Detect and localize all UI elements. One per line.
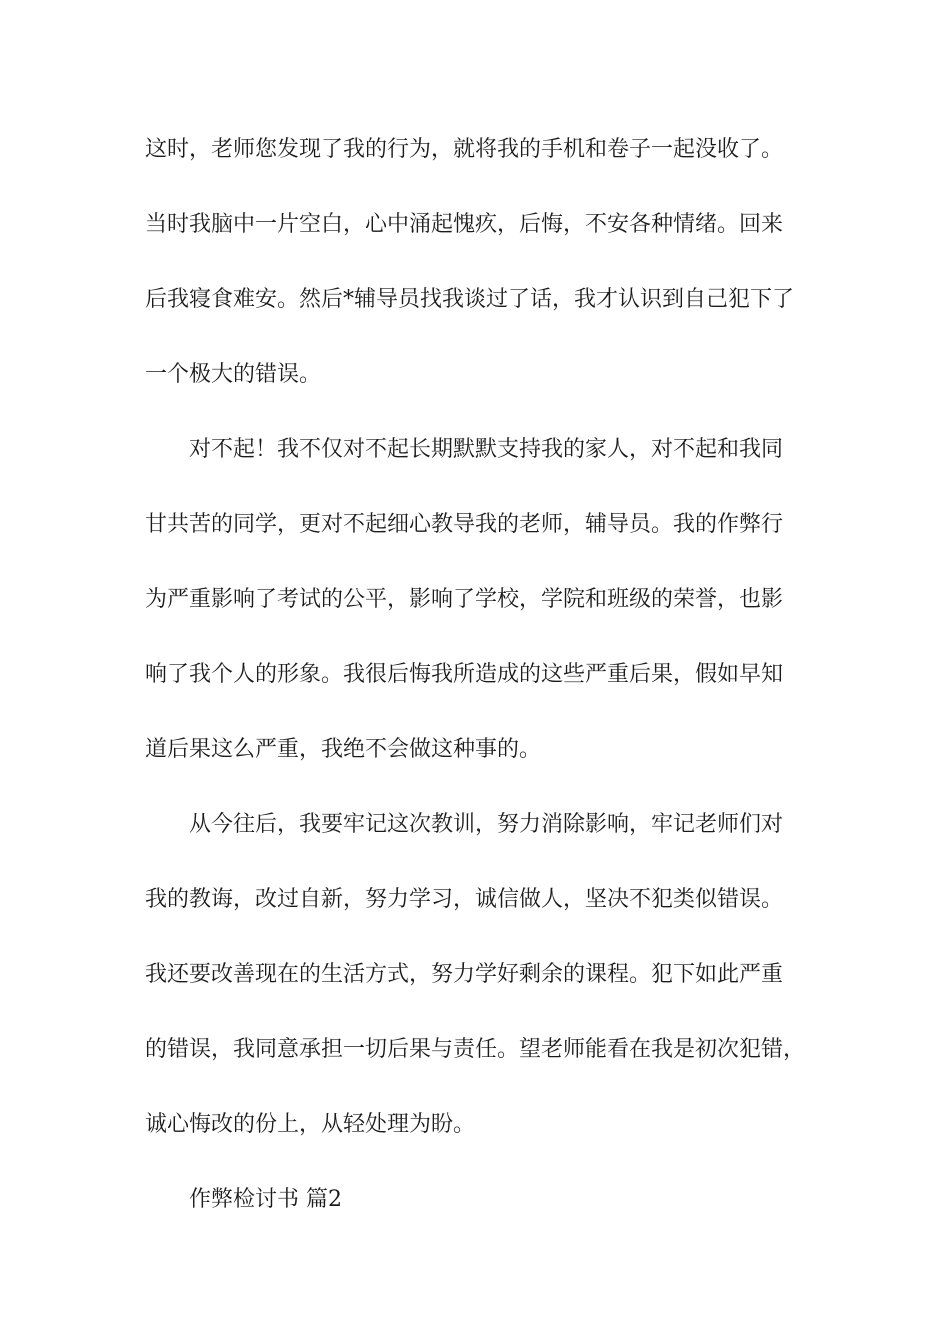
paragraph-1-line-1: 这时，老师您发现了我的行为，就将我的手机和卷子一起没收了。 [145, 137, 784, 162]
paragraph-1-line-2: 当时我脑中一片空白，心中涌起愧疚，后悔，不安各种情绪。回来 [145, 212, 784, 237]
paragraph-1-line-4: 一个极大的错误。 [145, 362, 322, 387]
paragraph-3-line-1: 从今往后，我要牢记这次教训，努力消除影响，牢记老师们对 [189, 812, 784, 837]
paragraph-2-line-2: 甘共苦的同学，更对不起细心教导我的老师，辅导员。我的作弊行 [145, 512, 784, 537]
paragraph-1-line-3: 后我寝食难安。然后*辅导员找我谈过了话，我才认识到自己犯下了 [145, 287, 795, 312]
paragraph-2-line-4: 响了我个人的形象。我很后悔我所造成的这些严重后果，假如早知 [145, 662, 784, 687]
paragraph-3-line-2: 我的教诲，改过自新，努力学习，诚信做人，坚决不犯类似错误。 [145, 887, 784, 912]
paragraph-2-line-3: 为严重影响了考试的公平，影响了学校，学院和班级的荣誉，也影 [145, 587, 784, 612]
paragraph-2-line-1: 对不起！我不仅对不起长期默默支持我的家人，对不起和我同 [189, 437, 784, 462]
paragraph-3-line-5: 诚心悔改的份上，从轻处理为盼。 [145, 1112, 476, 1137]
paragraph-3-line-4: 的错误，我同意承担一切后果与责任。望老师能看在我是初次犯错， [145, 1037, 806, 1062]
section-heading: 作弊检讨书 篇2 [189, 1187, 342, 1212]
paragraph-3-line-3: 我还要改善现在的生活方式，努力学好剩余的课程。犯下如此严重 [145, 962, 784, 987]
paragraph-2-line-5: 道后果这么严重，我绝不会做这种事的。 [145, 737, 542, 762]
